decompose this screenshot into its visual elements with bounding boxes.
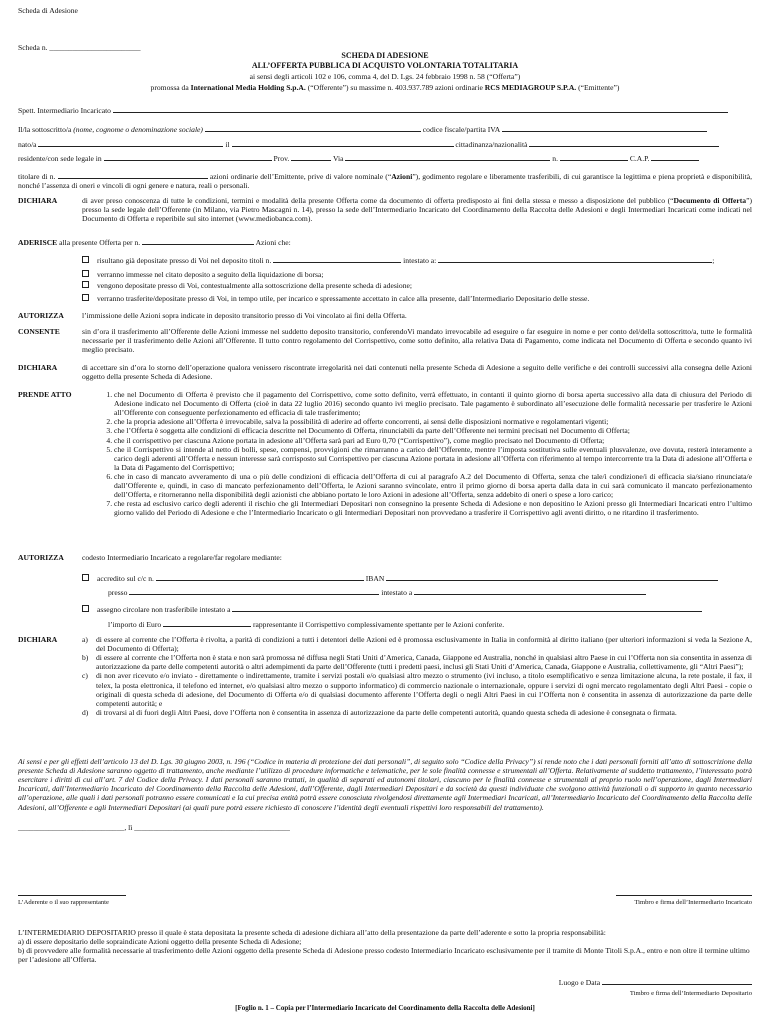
list-item: 1. che nel Documento di Offerta è previsto che il pagamento del Corrispettivo, come sotto definito, verrà effettuato, in contanti il quinto giorno di borsa aperta successivo alla data di chiusura del Periodo di Adesione indicato nel Documento di Offerta (cioè in data 22 luglio 2016) secondo quanto ivi meglio precisato. Tale pagamento è subordinato all’esecuzione delle formalità necessarie per trasferire le Azioni all’Offerente con conseguente perfezionamento ed efficacia di tale trasferimento; (114, 390, 752, 417)
aderisce-row: ADERISCE alla presente Offerta per n. Azioni che: (18, 238, 291, 247)
list-item: 6. che in caso di mancato avveramento di una o più delle condizioni di efficacia dell’Offerta di cui al paragrafo A.2 del Documento di Offerta, senza che tale/i condizione/i di efficacia sia/siano rinunciata/e dall’Offerente e, quindi, in caso di mancato perfezionamento dell’Offerta, le Azioni saranno svincolate, entro il primo giorno di borsa aperta dalla data in cui sarà comunicato il mancato perfezionamento dell’Offerta, e ritorneranno nella disponibilità degli azionisti che abbiano portato le loro Azioni in adesione all’Offerta, senza addebito di oneri o spese a loro carico; (114, 472, 752, 499)
spett-label: Spett. Intermediario Incaricato (18, 106, 111, 115)
presso-row: presso intestato a (108, 586, 752, 597)
scheda-number: Scheda n. ________________________ (18, 43, 141, 52)
luogo-data-row: Luogo e Data (559, 976, 752, 987)
num-azioni-field[interactable] (58, 170, 208, 179)
checkbox-contestuale[interactable] (82, 281, 89, 288)
prov-field[interactable] (291, 152, 331, 161)
luogo-data-field[interactable] (602, 976, 752, 985)
option-liquidazione[interactable]: verranno immesse nel citato deposito a seguito della liquidazione di borsa; (82, 270, 752, 279)
conto-intestato-field[interactable] (414, 586, 646, 595)
dichiara-conoscenza-text: di aver preso conoscenza di tutte le condizioni, termini e modalità della presente Offerta come da documento di offerta predisposto ai fini della stessa e messo a disposizione del pubblico (“Documento di Offerta”) presso la sede legale dell’Offerente (in Milano, via Pietro Mascagni n. 14), presso la sede dell’Intermediario Incaricato del Coordinamento della Raccolta delle Adesioni e degli Intermediari Incaricati come indicati nel Documento di Offerta e reperibile sul sito internet (www.mediobanca.com). (82, 196, 753, 224)
checkbox-liquidazione[interactable] (82, 270, 89, 277)
option-accredito[interactable]: accredito sul c/c n. IBAN (82, 572, 752, 583)
sottoscritto-hint: (nome, cognome o denominazione sociale) (73, 125, 203, 134)
prende-atto-section: PRENDE ATTO 1. che nel Documento di Offerta è previsto che il pagamento del Corrispettivo, come sotto definito, verrà effettuato, in contanti il quinto giorno di borsa aperta successivo alla data di chiusura del Periodo di Adesione indicato nel Documento di Offerta (cioè in data 22 luglio 2016) secondo quanto ivi meglio precisato. Tale pagamento è subordinato all’esecuzione delle formalità necessarie per trasferire le Azioni all’Offerente con conseguente perfezionamento ed efficacia di tale trasferimento; 2. che la propria adesione all’Offerta è irrevocabile, salva la possibilità di aderire ad offerte concorrenti, ai sensi delle disposizioni normative e regolamentari vigenti; 3. che l’Offerta è soggetta alle condizioni di efficacia descritte nel Documento di Offerta, rinunciabili da parte dell’Offerente nei termini precisati nel Documento di Offerta; 4. che il corrispettivo per ciascuna Azione portata in adesione all’Offerta sarà pari ad Euro 0,70 (“Corrispettivo”), come meglio precisato nel Documento di Offerta; 5. che il Corrispettivo si intende al netto di bolli, spese, compensi, provvigioni che rimarranno a carico dell’Offerente, mentre l’imposta sostitutiva sulle eventuali plusvalenze, ove dovuta, resterà interamente a carico degli aderenti all’Offerta e nessun interesse sarà corrisposto sul Corrispettivo per ciascuna Azione portata in adesione all’Offerta con riferimento al tempo intercorrente tra la Data di adesione all’Offerta e la Data di Pagamento del Corrispettivo; 6. che in caso di mancato avveramento di una o più delle condizioni di efficacia dell’Offerta di cui al paragrafo A.2 del Documento di Offerta, senza che tale/i condizione/i di efficacia sia/siano rinunciata/e dall’Offerente e, quindi, in caso di mancato perfezionamento dell’Offerta, le Azioni saranno svincolate, entro il primo giorno di borsa aperta dalla data in cui sarà comunicato il mancato perfezionamento dell’Offerta, e ritorneranno nella disponibilità degli azionisti che abbiano portato le loro Azioni in adesione all’Offerta, senza addebito di oneri o spese a loro carico; 7. che resta ad esclusivo carico degli aderenti il rischio che gli Intermediari Depositari non consegnino la presente Scheda di Adesione e non depositino le Azioni presso gli Intermediari Incaricati entro l’ultimo giorno valido del Periodo di Adesione e che l’Intermediario Incaricato o gli Intermediari Depositari non provvedano a trasferire il Corrispettivo agli aventi diritto, o ne ritardino il trasferimento. (18, 390, 752, 518)
conto-field[interactable] (156, 572, 364, 581)
list-item: 5. che il Corrispettivo si intende al netto di bolli, spese, compensi, provvigioni che rimarranno a carico dell’Offerente, mentre l’imposta sostitutiva sulle eventuali plusvalenze, ove dovuta, resterà interamente a carico degli aderenti all’Offerta e nessun interesse sarà corrisposto sul Corrispettivo per ciascuna Azione portata in adesione all’Offerta con riferimento al tempo intercorrente tra la Data di adesione all’Offerta e la Data di Pagamento del Corrispettivo; (114, 445, 752, 472)
dichiara-paesi-section: DICHIARA a) di essere al corrente che l’Offerta è rivolta, a parità di condizioni a tutti i detentori delle Azioni ed è promossa esclusivamente in Italia in conformità al diritto italiano (per ulteriori informazioni si veda la Sezione A, del Documento di Offerta); b) di essere al corrente che l’Offerta non è stata e non sarà promossa né diffusa negli Stati Uniti d’America, Canada, Giappone ed Australia, nonché in qualsiasi altro Paese in cui l’Offerta non sia consentita in assenza di autorizzazione da parte delle competenti autorità o altri adempimenti da parte dell’Offerente (tutti i predetti paesi, inclusi gli Stati Uniti d’America, Canada, Giappone e Australia, collettivamente, gli “Altri Paesi”); c) di non aver ricevuto e/o inviato - direttamente o indirettamente, tramite i servizi postali e/o qualsiasi altro mezzo o strumento (ivi incluso, a titolo esemplificativo e senza limitazione alcuna, la rete postale, il fax, il telex, la posta elettronica, il telefono ed internet, e/o qualsiasi altro mezzo o supporto informatico) di commercio nazionale o internazionale, oppure i servizi di ogni mercato regolamentato degli Altri Paesi - copie o originali di questa scheda di adesione, del Documento di Offerta e/o di qualsiasi documento afferente l’Offerta degli o negli Altri Paesi in cui l’Offerta non è consentita in assenza di autorizzazione da parte delle competenti autorità; e d) di trovarsi al di fuori degli Altri Paesi, dove l’Offerta non è consentita in assenza di autorizzazione da parte delle competenti autorità, quando questa scheda di adesione è consegnata o firmata. (18, 635, 752, 717)
list-item: 2. che la propria adesione all’Offerta è irrevocabile, salva la possibilità di aderire ad offerte concorrenti, ai sensi delle disposizioni normative e regolamentari vigenti; (114, 417, 752, 426)
title-offerta: ALL’OFFERTA PUBBLICA DI ACQUISTO VOLONTARIA TOTALITARIA (251, 61, 519, 70)
list-item: 3. che l’Offerta è soggetta alle condizioni di efficacia descritte nel Documento di Offerta, rinunciabili da parte dell’Offerente nei termini precisati nel Documento di Offerta; (114, 426, 752, 435)
place-date-field[interactable]: ____________________________, lì _________________________________________ (18, 823, 290, 832)
checkbox-assegno[interactable] (82, 605, 89, 612)
list-item: a) di essere al corrente che l’Offerta è rivolta, a parità di condizioni a tutti i detentori delle Azioni ed è promossa esclusivamente in Italia in conformità al diritto italiano (per ulteriori informazioni si veda la Sezione A, del Documento di Offerta); (82, 635, 752, 654)
checkbox-deposito[interactable] (82, 256, 89, 263)
cittadinanza-field[interactable] (529, 138, 719, 147)
importo-field[interactable] (163, 618, 251, 627)
iban-field[interactable] (386, 572, 718, 581)
footer-note: [Foglio n. 1 – Copia per l’Intermediario Incaricato del Coordinamento della Raccolta delle Adesioni] (235, 1004, 535, 1012)
signature-line-intermediario[interactable] (616, 895, 752, 896)
aderisce-num-field[interactable] (142, 236, 254, 245)
importo-row: l’importo di Euro rappresentante il Corrispettivo complessivamente spettante per le Azioni conferite. (108, 620, 505, 629)
prende-atto-list (100, 390, 752, 518)
name-field[interactable] (205, 123, 421, 132)
nato-row: nato/a il cittadinanza/nazionalità (18, 138, 752, 149)
codice-fiscale-field[interactable] (502, 123, 707, 132)
intermediario-field[interactable] (113, 104, 728, 113)
birthdate-field[interactable] (232, 138, 454, 147)
list-item: c) di non aver ricevuto e/o inviato - direttamente o indirettamente, tramite i servizi postali e/o qualsiasi altro mezzo o strumento (ivi incluso, a titolo esemplificativo e senza limitazione alcuna, la rete postale, il fax, il telex, la posta elettronica, il telefono ed internet, e/o qualsiasi altro mezzo o supporto informatico) di commercio nazionale o internazionale, oppure i servizi di ogni mercato regolamentato degli Altri Paesi - copie o originali di questa scheda di adesione, del Documento di Offerta e/o di qualsiasi documento afferente l’Offerta degli o negli Altri Paesi in cui l’Offerta non è consentita in assenza di autorizzazione da parte delle competenti autorità; e (82, 671, 752, 708)
titolare-paragraph: titolare di n. azioni ordinarie dell’Emittente, prive di valore nominale (“Azioni”), godimento regolare e liberamente trasferibili, di cui garantisce la legittima e piena proprietà e disponibilità, nonché l’assenza di oneri e vincoli di ogni genere e natura, reali o personali. (18, 172, 753, 191)
via-field[interactable] (345, 152, 550, 161)
title-scheda: SCHEDA DI ADESIONE (341, 51, 429, 60)
deposito-intestato-field[interactable] (438, 254, 712, 263)
list-item: 7. che resta ad esclusivo carico degli aderenti il rischio che gli Intermediari Depositari non consegnino la presente Scheda di Adesione e non depositino le Azioni presso gli Intermediari Incaricati entro l’ultimo giorno valido del Periodo di Adesione e che l’Intermediario Incaricato o gli Intermediari Depositari non provvedano a trasferire il Corrispettivo agli aventi diritto, o ne ritardino il trasferimento. (114, 499, 752, 517)
option-trasferite[interactable]: verranno trasferite/depositate presso di Voi, in tempo utile, per incarico e spressamente accettato in calce alla presente, dall’Intermediario Depositario delle stesse. (82, 294, 752, 303)
dichiara-storno-section: DICHIARA di accettare sin d’ora lo storno dell’operazione qualora venissero riscontrate irregolarità nei dati contenuti nella presente Scheda di Adesione a seguito delle verifiche e dei controlli successivi alla consegna delle Azioni oggetto della presente Scheda di Adesione. (18, 363, 752, 382)
codice-fiscale-label: codice fiscale/partita IVA (422, 125, 500, 134)
signature-label-aderente: L’Aderente o il suo rappresentante (18, 899, 109, 906)
option-deposito[interactable]: risultano già depositate presso di Voi nel deposito titoli n. intestato a: ; (82, 254, 752, 265)
birthplace-field[interactable] (38, 138, 223, 147)
doc-label: Scheda di Adesione (18, 6, 78, 15)
option-assegno[interactable]: assegno circolare non trasferibile intestato a (82, 603, 752, 614)
privacy-notice: Ai sensi e per gli effetti dell’articolo 13 del D. Lgs. 30 giugno 2003, n. 196 (“Codice in materia di protezione dei dati personali”, di seguito solo “Codice della Privacy”) si rende noto che i dati personali forniti all’atto di sottoscrizione della presente Scheda di Adesione saranno oggetto di trattamento, anche mediante l’utilizzo di procedure informatiche e telematiche, per le sole finalità connesse e strumentali all’Offerta. Relativamente al suddetto trattamento, l’interessato potrà esercitare i diritti di cui all’art. 7 del Codice della Privacy. I dati personali saranno trattati, in qualità di separati ed autonomi titolari, ciascuno per le finalità connesse e strumentali al proprio ruolo nell’operazione, dagli Intermediari Incaricati, dall’Intermediario Incaricato del Coordinamento della Raccolta delle Adesioni, dall’Offerente, dagli Intermediari Depositari e da società da questi individuate che svolgono attività funzionali o di supporto in quanto necessario all’operazione, alle quali i dati personali potranno essere comunicati e la cui precisa entità potrà essere conosciuta rivolgendosi direttamente agli Intermediari Incaricati, all’Intermediario Incaricato del Coordinamento della Raccolta delle Adesioni, all’Offerente e agli Intermediari Depositari (ai quali pure potrà essere richiesto di conoscere l’identità degli eventuali rispettivi loro responsabili del trattamento). (18, 757, 752, 812)
cap-field[interactable] (651, 152, 699, 161)
sottoscritto-row: Il/la sottoscritto/a (nome, cognome o denominazione sociale) codice fiscale/partita IVA (18, 123, 752, 134)
depositario-section: L’INTERMEDIARIO DEPOSITARIO presso il quale è stata depositata la presente scheda di adesione dichiara all’atto della presentazione da parte dell’aderente e sotto la propria responsabilità: a) di essere depositario delle sopraindicate Azioni oggetto della presente Scheda di Adesione; b) di provvedere alle formalità necessarie al trasferimento delle Azioni oggetto della presente Scheda di Adesione presso codesto Intermediario Incaricato esclusivamente per il tramite di Monte Titoli S.p.A., entro e non oltre il termine ultimo per l’adesione all’Offerta. (18, 928, 752, 964)
autorizza-regolamento-section: AUTORIZZA codesto Intermediario Incaricato a regolare/far regolare mediante: (18, 553, 282, 562)
title-legal-ref: ai sensi degli articoli 102 e 106, comma 4, del D. Lgs. 24 febbraio 1998 n. 58 (“Offerta”) (249, 72, 521, 81)
residenza-field[interactable] (104, 152, 272, 161)
dichiara-conoscenza-section: DICHIARA di aver preso conoscenza di tutte le condizioni, termini e modalità della presente Offerta come da documento di offerta predisposto ai fini della stessa e messo a disposizione del pubblico (“Documento di Offerta”) presso la sede legale dell’Offerente (in Milano, via Pietro Mascagni n. 14), presso la sede dell’Intermediario Incaricato del Coordinamento della Raccolta delle Adesioni e degli Intermediari Incaricati come indicati nel Documento di Offerta e reperibile sul sito internet (www.mediobanca.com). (18, 196, 753, 224)
residente-row: residente/con sede legale in Prov. Via n. C.A.P. (18, 152, 752, 163)
depositario-heading: L’INTERMEDIARIO DEPOSITARIO presso il quale è stata depositata la presente scheda di adesione dichiara all’atto della presentazione da parte dell’aderente e sotto la propria responsabilità: (18, 928, 606, 937)
signature-label-depositario: Timbro e firma dell’Intermediario Depositario (629, 990, 752, 997)
list-item: d) di trovarsi al di fuori degli Altri Paesi, dove l’Offerta non è consentita in assenza di autorizzazione da parte delle competenti autorità, quando questa scheda di adesione è consegnata o firmata. (82, 707, 677, 717)
list-item: 4. che il corrispettivo per ciascuna Azione portata in adesione all’Offerta sarà pari ad Euro 0,70 (“Corrispettivo”), come meglio precisato nel Documento di Offerta; (114, 436, 752, 445)
list-item: b) di essere al corrente che l’Offerta non è stata e non sarà promossa né diffusa negli Stati Uniti d’America, Canada, Giappone ed Australia, nonché in qualsiasi altro Paese in cui l’Offerta non sia consentita in assenza di autorizzazione da parte delle competenti autorità o altri adempimenti da parte dell’Offerente (tutti i predetti paesi, inclusi gli Stati Uniti d’America, Canada, Giappone e Australia, collettivamente, gli “Altri Paesi”); (82, 653, 752, 672)
checkbox-trasferite[interactable] (82, 294, 89, 301)
option-contestuale[interactable]: vengono depositate presso di Voi, contestualmente alla sottoscrizione della presente scheda di adesione; (82, 281, 752, 290)
signature-label-intermediario: Timbro e firma dell’Intermediario Incaricato (634, 899, 752, 906)
presso-field[interactable] (129, 586, 379, 595)
title-promoter: promossa da International Media Holding S.p.A. (“Offerente”) su massime n. 403.937.789 azioni ordinarie RCS MEDIAGROUP S.P.A. (“Emittente”) (150, 83, 620, 92)
deposito-field[interactable] (273, 254, 401, 263)
consente-section: CONSENTE sin d’ora il trasferimento all’Offerente delle Azioni immesse nel suddetto deposito transitorio, conferendoVi mandato irrevocabile ad eseguire o far eseguire in nome e per conto del/della sottoscritto/a, tutte le formalità necessarie per il trasferimento delle Azioni all’Offerente. Il tutto contro regolamento del Corrispettivo, come sotto definito, alla relativa Data di Pagamento, come indicata nel Documento di Offerta e secondo quanto ivi meglio precisato. (18, 327, 752, 355)
autorizza-deposito-section: AUTORIZZA l’immissione delle Azioni sopra indicate in deposito transitorio presso di Voi vincolato ai fini della Offerta. (18, 311, 407, 320)
assegno-field[interactable] (232, 603, 702, 612)
checkbox-accredito[interactable] (82, 574, 89, 581)
signature-line-aderente[interactable] (18, 895, 126, 896)
civico-field[interactable] (560, 152, 628, 161)
spett-row (18, 104, 752, 115)
